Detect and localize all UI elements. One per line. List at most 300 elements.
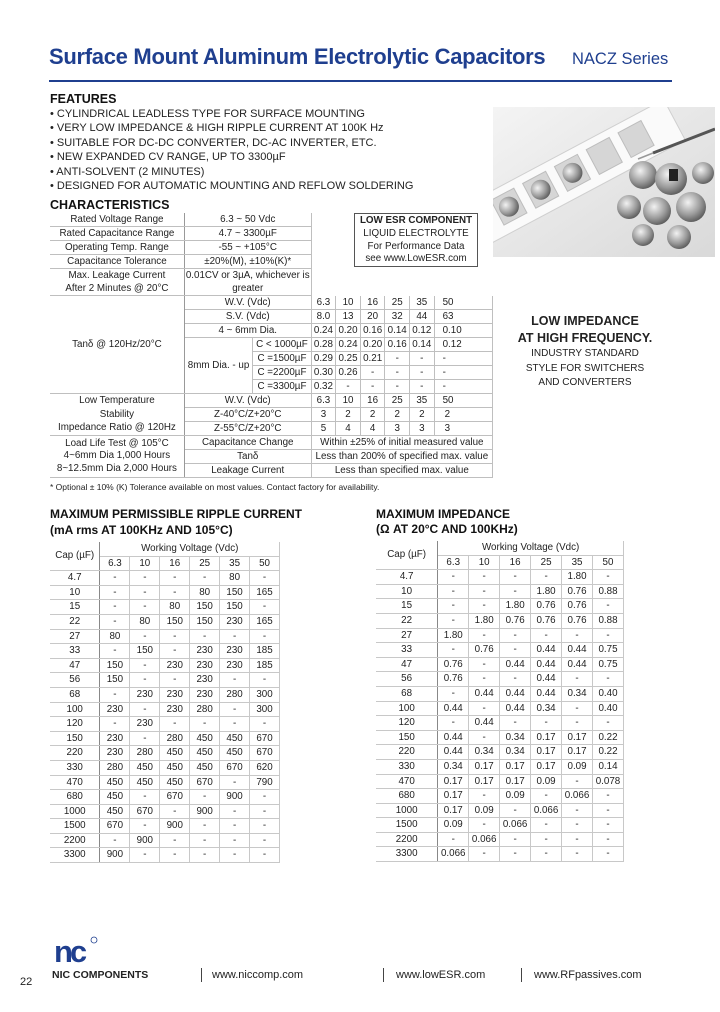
data-cell: - xyxy=(469,701,500,716)
voltage-header-cell: 35 xyxy=(562,555,593,570)
tand-cell: 0.10 xyxy=(434,324,492,338)
data-cell: 230 xyxy=(100,746,130,761)
data-cell: 80 xyxy=(220,571,250,586)
data-cell: - xyxy=(469,789,500,804)
data-cell: 165 xyxy=(250,585,280,600)
tolerance-label: Capacitance Tolerance xyxy=(50,255,184,269)
data-cell: 1.80 xyxy=(531,584,562,599)
data-cell: 900 xyxy=(130,833,160,848)
data-cell: - xyxy=(130,585,160,600)
char-row-life-cc xyxy=(50,436,493,450)
data-cell: - xyxy=(100,600,130,615)
rated-voltage-value: 6.3 ~ 50 Vdc xyxy=(184,213,311,227)
nic-logo-icon xyxy=(52,935,98,965)
table-row xyxy=(376,847,624,862)
data-cell: 150 xyxy=(190,600,220,615)
sv-cell: 32 xyxy=(385,310,410,324)
life-leak-label: Leakage Current xyxy=(184,464,311,478)
data-cell: - xyxy=(130,790,160,805)
table-row xyxy=(50,746,280,761)
voltage-header-cell: 25 xyxy=(531,555,562,570)
data-cell: 0.34 xyxy=(469,745,500,760)
capacitor-photo-image xyxy=(493,107,715,257)
data-cell: 900 xyxy=(220,790,250,805)
cap-value-cell: 27 xyxy=(376,628,438,643)
tand-cell: 0.29 xyxy=(311,352,336,366)
data-cell: - xyxy=(250,819,280,834)
feature-item: • DESIGNED FOR AUTOMATIC MOUNTING AND REFLOW SOLDERING xyxy=(50,180,414,193)
data-cell: - xyxy=(562,628,593,643)
voltage-header-cell: 16 xyxy=(500,555,531,570)
data-cell: - xyxy=(220,629,250,644)
data-cell: - xyxy=(250,848,280,863)
z-cell: 2 xyxy=(336,408,361,422)
data-cell: 670 xyxy=(250,731,280,746)
data-cell: - xyxy=(130,600,160,615)
url-lowesr-link[interactable]: www.lowESR.com xyxy=(396,969,486,981)
data-cell: 280 xyxy=(100,760,130,775)
tand-cell: 0.14 xyxy=(410,338,435,352)
z-cell: 2 xyxy=(385,408,410,422)
data-cell: - xyxy=(160,629,190,644)
wv-cell: 10 xyxy=(336,296,361,310)
data-cell: 0.75 xyxy=(593,643,624,658)
table-row xyxy=(376,818,624,833)
data-cell: 900 xyxy=(190,804,220,819)
data-cell: 280 xyxy=(160,731,190,746)
data-cell: 450 xyxy=(190,746,220,761)
feature-item: • VERY LOW IMPEDANCE & HIGH RIPPLE CURRENT AT 100K Hz xyxy=(50,122,384,135)
callout-heading-2: AT HIGH FREQUENCY. xyxy=(517,331,653,345)
data-cell: 670 xyxy=(100,819,130,834)
wv-cell: 16 xyxy=(360,394,385,408)
data-cell: - xyxy=(593,628,624,643)
esr-heading: LOW ESR COMPONENT xyxy=(359,215,473,226)
tand-cell: - xyxy=(385,366,410,380)
cap-value-cell: 22 xyxy=(376,613,438,628)
table-row xyxy=(376,643,624,658)
data-cell: 230 xyxy=(220,614,250,629)
cap-value-cell: 33 xyxy=(376,643,438,658)
data-cell: 150 xyxy=(220,585,250,600)
leakage-value-2: greater xyxy=(232,283,264,294)
wv-cell: 16 xyxy=(360,296,385,310)
tand-cell: - xyxy=(410,352,435,366)
data-cell: - xyxy=(500,672,531,687)
table-row xyxy=(376,716,624,731)
data-cell: - xyxy=(531,716,562,731)
data-cell: - xyxy=(500,847,531,862)
cap-value-cell: 56 xyxy=(376,672,438,687)
table-row xyxy=(376,599,624,614)
data-cell: - xyxy=(220,848,250,863)
data-cell: 790 xyxy=(250,775,280,790)
data-cell: 0.40 xyxy=(593,686,624,701)
data-cell: 185 xyxy=(250,658,280,673)
data-cell: 0.76 xyxy=(531,599,562,614)
z40-label: Z-40°C/Z+20°C xyxy=(184,408,311,422)
voltage-header-cell: 25 xyxy=(190,556,220,571)
data-cell: - xyxy=(593,818,624,833)
z-cell: 3 xyxy=(434,422,492,436)
data-cell: 450 xyxy=(160,775,190,790)
data-cell: - xyxy=(100,644,130,659)
data-cell: 280 xyxy=(130,746,160,761)
data-cell: 900 xyxy=(160,819,190,834)
data-cell: 900 xyxy=(100,848,130,863)
data-cell: - xyxy=(593,789,624,804)
data-cell: - xyxy=(593,672,624,687)
data-cell: 230 xyxy=(190,673,220,688)
data-cell: 0.09 xyxy=(438,818,469,833)
table-row xyxy=(50,702,280,717)
data-cell: 0.88 xyxy=(593,613,624,628)
table-row xyxy=(50,673,280,688)
data-cell: 0.17 xyxy=(531,745,562,760)
data-cell: - xyxy=(562,818,593,833)
data-cell: - xyxy=(220,819,250,834)
data-cell: 150 xyxy=(160,614,190,629)
data-cell: - xyxy=(500,803,531,818)
wv-cell: 50 xyxy=(434,296,492,310)
sv-cell: 20 xyxy=(360,310,385,324)
data-cell: 300 xyxy=(250,702,280,717)
leakage-label-2: After 2 Minutes @ 20°C xyxy=(65,283,169,294)
data-cell: 450 xyxy=(100,804,130,819)
voltage-header-cell: 50 xyxy=(250,556,280,571)
tand-cell: - xyxy=(360,366,385,380)
char-row-wv xyxy=(50,296,493,310)
cap-value-cell: 330 xyxy=(376,759,438,774)
esr-link[interactable]: see www.LowESR.com xyxy=(365,253,467,265)
data-cell: 450 xyxy=(190,760,220,775)
data-cell: 280 xyxy=(190,702,220,717)
data-cell: 230 xyxy=(190,687,220,702)
table-row xyxy=(50,804,280,819)
table-row xyxy=(376,686,624,701)
c4-label: C =3300µF xyxy=(253,380,311,394)
wv-header: Working Voltage (Vdc) xyxy=(438,541,624,555)
life-leak-value: Less than specified max. value xyxy=(311,464,492,478)
data-cell: - xyxy=(469,818,500,833)
lowtemp-label-2: Stability xyxy=(99,408,135,420)
tand-cell: 0.16 xyxy=(360,324,385,338)
wv-cell: 35 xyxy=(410,296,435,310)
data-cell: 0.09 xyxy=(500,789,531,804)
data-cell: - xyxy=(469,599,500,614)
table-row xyxy=(50,658,280,673)
data-cell: - xyxy=(469,730,500,745)
callout-text: INDUSTRY STANDARD xyxy=(531,348,639,359)
ripple-table xyxy=(50,542,280,863)
data-cell: 230 xyxy=(220,658,250,673)
z-cell: 3 xyxy=(410,422,435,436)
data-cell: - xyxy=(250,717,280,732)
table-row xyxy=(376,774,624,789)
data-cell: 0.17 xyxy=(438,774,469,789)
wv-header: Working Voltage (Vdc) xyxy=(100,542,280,556)
features-list xyxy=(50,107,413,193)
characteristics-heading: CHARACTERISTICS xyxy=(50,198,170,212)
feature-item: • SUITABLE FOR DC-DC CONVERTER, DC-AC INVERTER, ETC. xyxy=(50,136,377,149)
cap-value-cell: 33 xyxy=(50,644,100,659)
data-cell: - xyxy=(593,599,624,614)
data-cell: 0.44 xyxy=(500,701,531,716)
tand-cell: - xyxy=(385,380,410,394)
low-impedance-callout xyxy=(510,313,660,391)
tand-cell: 0.24 xyxy=(311,324,336,338)
data-cell: 0.066 xyxy=(469,832,500,847)
data-cell: 0.09 xyxy=(531,774,562,789)
cap-value-cell: 56 xyxy=(50,673,100,688)
data-cell: 450 xyxy=(130,760,160,775)
data-cell: 300 xyxy=(250,687,280,702)
data-cell: - xyxy=(220,673,250,688)
tand-cell: 0.20 xyxy=(336,324,361,338)
logo-text: nc xyxy=(54,935,85,965)
cap-value-cell: 27 xyxy=(50,629,100,644)
data-cell: - xyxy=(438,613,469,628)
data-cell: - xyxy=(160,848,190,863)
tand-cell: - xyxy=(410,380,435,394)
data-cell: - xyxy=(531,818,562,833)
table-row xyxy=(376,584,624,599)
voltage-header-cell: 35 xyxy=(220,556,250,571)
table-row xyxy=(50,687,280,702)
data-cell: - xyxy=(593,832,624,847)
data-cell: 0.078 xyxy=(593,774,624,789)
data-cell: - xyxy=(438,643,469,658)
cap-value-cell: 1000 xyxy=(50,804,100,819)
dia46-label: 4 ~ 6mm Dia. xyxy=(184,324,311,338)
cap-value-cell: 100 xyxy=(376,701,438,716)
data-cell: 0.76 xyxy=(469,643,500,658)
cap-value-cell: 680 xyxy=(376,789,438,804)
rated-cap-label: Rated Capacitance Range xyxy=(50,227,184,241)
feature-item: • CYLINDRICAL LEADLESS TYPE FOR SURFACE MOUNTING xyxy=(50,108,365,120)
sv-cell: 44 xyxy=(410,310,435,324)
data-cell: 0.76 xyxy=(531,613,562,628)
data-cell: 0.17 xyxy=(531,759,562,774)
cap-value-cell: 3300 xyxy=(50,848,100,863)
cap-value-cell: 15 xyxy=(50,600,100,615)
sv-cell: 63 xyxy=(434,310,492,324)
data-cell: 230 xyxy=(130,717,160,732)
data-cell: 0.76 xyxy=(500,613,531,628)
table-header-row xyxy=(376,541,624,555)
voltage-header-cell: 6.3 xyxy=(100,556,130,571)
data-cell: 0.44 xyxy=(531,643,562,658)
data-cell: 0.17 xyxy=(500,759,531,774)
cap-value-cell: 4.7 xyxy=(376,570,438,585)
data-cell: - xyxy=(100,614,130,629)
table-row xyxy=(376,803,624,818)
tolerance-footnote: * Optional ± 10% (K) Tolerance available on most values. Contact factory for availability. xyxy=(50,482,380,492)
cap-value-cell: 22 xyxy=(50,614,100,629)
data-cell: - xyxy=(130,848,160,863)
data-cell: 1.80 xyxy=(469,613,500,628)
data-cell: 165 xyxy=(250,614,280,629)
z-cell: 2 xyxy=(434,408,492,422)
data-cell: - xyxy=(100,585,130,600)
z-cell: 5 xyxy=(311,422,336,436)
table-row xyxy=(50,571,280,586)
z-cell: 3 xyxy=(311,408,336,422)
data-cell: 150 xyxy=(130,644,160,659)
data-cell: - xyxy=(160,833,190,848)
table-row xyxy=(376,789,624,804)
tand-cell: 0.21 xyxy=(360,352,385,366)
data-cell: - xyxy=(531,789,562,804)
table-row xyxy=(50,819,280,834)
tand-cell: 0.16 xyxy=(385,338,410,352)
data-cell: 0.17 xyxy=(562,745,593,760)
temp-label: Operating Temp. Range xyxy=(50,241,184,255)
data-cell: - xyxy=(469,628,500,643)
cap-value-cell: 1500 xyxy=(50,819,100,834)
tand-cell: 0.28 xyxy=(311,338,336,352)
data-cell: 0.44 xyxy=(562,657,593,672)
data-cell: - xyxy=(100,571,130,586)
data-cell: - xyxy=(220,702,250,717)
data-cell: 280 xyxy=(220,687,250,702)
data-cell: 0.44 xyxy=(500,686,531,701)
data-cell: 0.17 xyxy=(469,759,500,774)
table-row xyxy=(50,614,280,629)
data-cell: - xyxy=(100,833,130,848)
data-cell: - xyxy=(438,686,469,701)
voltage-header-cell: 16 xyxy=(160,556,190,571)
data-cell: 0.44 xyxy=(531,657,562,672)
sv-cell: 8.0 xyxy=(311,310,336,324)
table-row xyxy=(376,759,624,774)
tand-cell: 0.32 xyxy=(311,380,336,394)
data-cell: - xyxy=(220,717,250,732)
wv-cell: 6.3 xyxy=(311,296,336,310)
callout-heading: LOW IMPEDANCE xyxy=(531,314,639,328)
wv-label: W.V. (Vdc) xyxy=(184,296,311,310)
wv-cell: 50 xyxy=(434,394,492,408)
table-row xyxy=(376,613,624,628)
data-cell: 0.76 xyxy=(438,657,469,672)
wv-cell: 25 xyxy=(385,296,410,310)
data-cell: 0.066 xyxy=(531,803,562,818)
data-cell: 0.17 xyxy=(438,789,469,804)
tand-cell: 0.20 xyxy=(360,338,385,352)
cap-value-cell: 100 xyxy=(50,702,100,717)
cap-value-cell: 10 xyxy=(50,585,100,600)
ripple-subtitle: (mA rms AT 100KHz AND 105°C) xyxy=(50,523,233,537)
data-cell: - xyxy=(160,804,190,819)
voltage-header-cell: 6.3 xyxy=(438,555,469,570)
data-cell: - xyxy=(562,701,593,716)
data-cell: 0.75 xyxy=(593,657,624,672)
temp-value: -55 ~ +105°C xyxy=(184,241,311,255)
tand-cell: 0.26 xyxy=(336,366,361,380)
cap-value-cell: 1500 xyxy=(376,818,438,833)
data-cell: 0.44 xyxy=(438,745,469,760)
data-cell: - xyxy=(562,672,593,687)
data-cell: 0.17 xyxy=(500,774,531,789)
cap-value-cell: 2200 xyxy=(50,833,100,848)
data-cell: - xyxy=(593,570,624,585)
sv-label: S.V. (Vdc) xyxy=(184,310,311,324)
table-row xyxy=(50,731,280,746)
char-row-leak xyxy=(50,269,493,296)
life-label-2: 4~6mm Dia 1,000 Hours xyxy=(63,450,171,462)
data-cell: - xyxy=(469,672,500,687)
tand-cell: 0.14 xyxy=(385,324,410,338)
data-cell: 0.066 xyxy=(438,847,469,862)
esr-line: For Performance Data xyxy=(367,240,465,252)
tand-cell: - xyxy=(336,380,361,394)
data-cell: - xyxy=(500,716,531,731)
data-cell: 0.34 xyxy=(438,759,469,774)
wv-cell: 25 xyxy=(385,394,410,408)
data-cell: 450 xyxy=(130,775,160,790)
voltage-header-cell: 10 xyxy=(469,555,500,570)
tand-cell: - xyxy=(385,352,410,366)
table-row xyxy=(376,672,624,687)
data-cell: 450 xyxy=(100,775,130,790)
data-cell: 0.17 xyxy=(562,730,593,745)
data-cell: 150 xyxy=(220,600,250,615)
z-cell: 4 xyxy=(360,422,385,436)
data-cell: - xyxy=(130,819,160,834)
url-niccomp-link[interactable]: www.niccomp.com xyxy=(212,969,304,981)
table-row xyxy=(50,629,280,644)
data-cell: 670 xyxy=(160,790,190,805)
cap-value-cell: 150 xyxy=(376,730,438,745)
data-cell: 1.80 xyxy=(500,599,531,614)
table-row xyxy=(50,833,280,848)
table-row xyxy=(376,570,624,585)
url-rfpassives-link[interactable]: www.RFpassives.com xyxy=(534,969,642,981)
data-cell: - xyxy=(562,847,593,862)
data-cell: - xyxy=(562,803,593,818)
voltage-header-cell: 50 xyxy=(593,555,624,570)
data-cell: 0.17 xyxy=(438,803,469,818)
data-cell: 670 xyxy=(250,746,280,761)
data-cell: - xyxy=(250,833,280,848)
cap-header: Cap (µF) xyxy=(376,541,438,570)
cap-value-cell: 3300 xyxy=(376,847,438,862)
table-header-row xyxy=(50,542,280,556)
data-cell: - xyxy=(130,673,160,688)
data-cell: - xyxy=(531,628,562,643)
tand-cell: - xyxy=(434,380,492,394)
cap-value-cell: 680 xyxy=(50,790,100,805)
data-cell: 670 xyxy=(220,760,250,775)
footer-divider xyxy=(521,968,522,982)
data-cell: - xyxy=(469,847,500,862)
data-cell: - xyxy=(250,673,280,688)
data-cell: 230 xyxy=(190,658,220,673)
cap-value-cell: 120 xyxy=(376,716,438,731)
feature-item: • NEW EXPANDED CV RANGE, UP TO 3300µF xyxy=(50,151,286,164)
data-cell: 0.76 xyxy=(562,584,593,599)
tand-cell: - xyxy=(434,366,492,380)
title-rule xyxy=(49,80,672,82)
cap-value-cell: 68 xyxy=(50,687,100,702)
cap-value-cell: 120 xyxy=(50,717,100,732)
table-row xyxy=(376,730,624,745)
cap-value-cell: 150 xyxy=(50,731,100,746)
cap-value-cell: 330 xyxy=(50,760,100,775)
cap-value-cell: 4.7 xyxy=(50,571,100,586)
tand-cell: 0.12 xyxy=(434,338,492,352)
data-cell: 0.44 xyxy=(469,716,500,731)
